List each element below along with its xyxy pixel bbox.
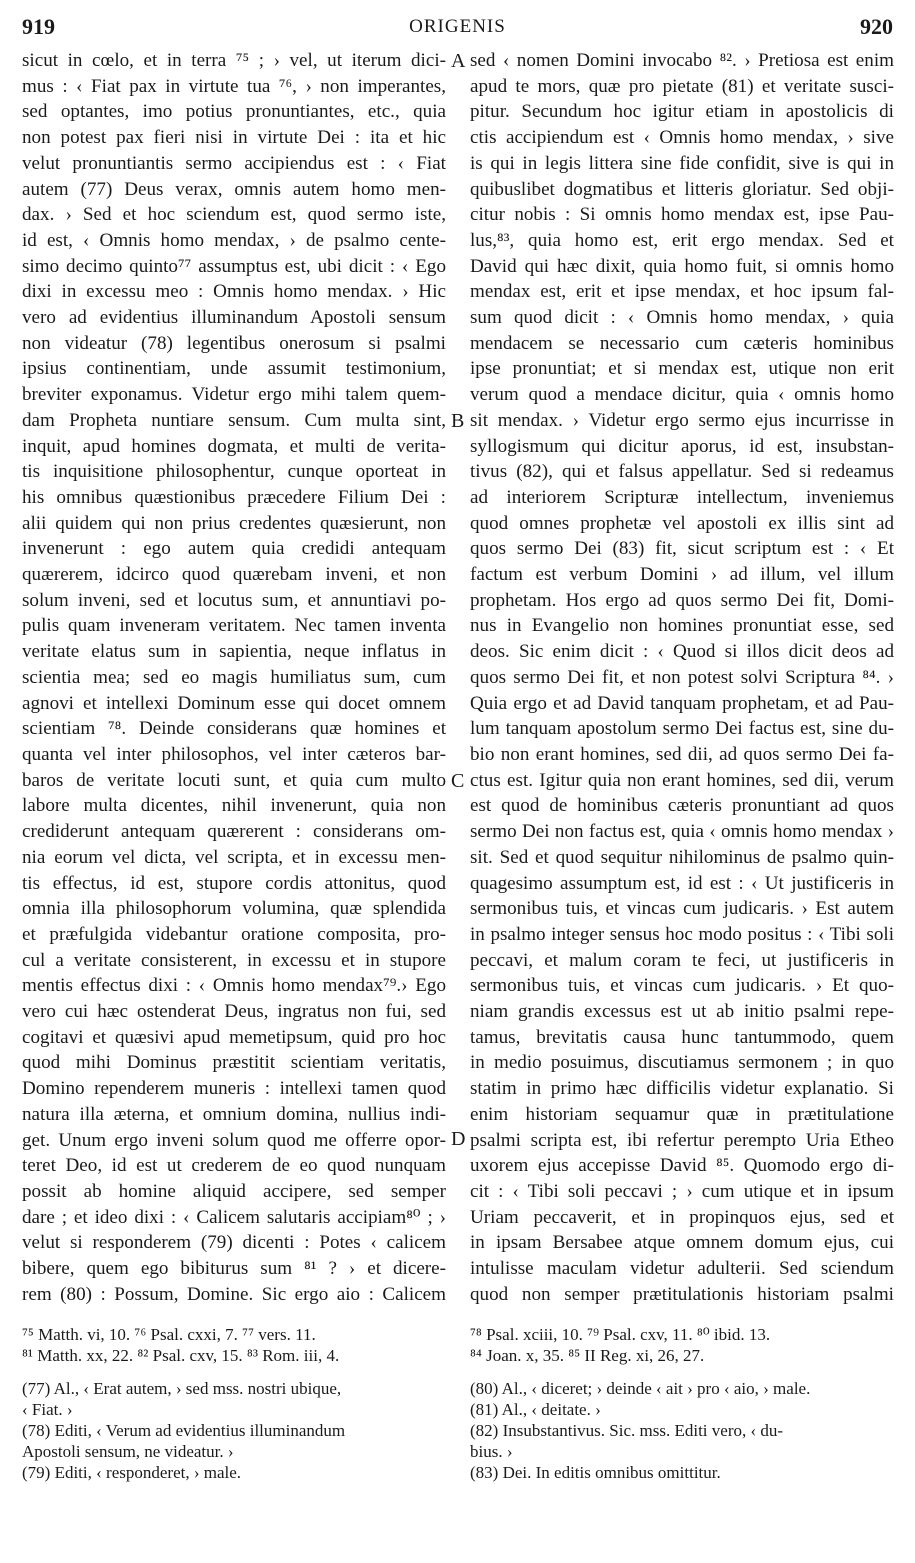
text-line: his omnibus quæstionibus præcedere Filium Dei :: [22, 486, 446, 508]
text-line: ctus est. Igitur quia non erant homines, sed dii, verum: [470, 769, 894, 791]
text-line: intulisse maculam videtur adulterii. Sed sciendum: [470, 1258, 894, 1280]
text-line: id est, ‹ Omnis homo mendax, › de psalmo cente-: [22, 229, 446, 251]
text-line: bius. ›: [470, 1442, 513, 1461]
left-text-column: [22, 48, 446, 1310]
page-header: [0, 0, 915, 46]
text-line: (82) Insubstantivus. Sic. mss. Editi vero, ‹ du-: [470, 1421, 784, 1440]
text-line: ‹ Fiat. ›: [22, 1400, 73, 1419]
text-line: tis inquisitione philosophentur, cunque oporteat in: [22, 461, 446, 483]
text-line: crediderunt antequam quærerent : considerans om-: [22, 821, 446, 843]
text-line: agnovi et intellexi Dominum esse qui docet omnem: [22, 692, 446, 714]
text-line: veritate elatus sum in sapientia, neque inflatus in: [22, 641, 446, 663]
text-line: deos. Sic enim dicit : ‹ Quod si illos dicit deos ad: [470, 641, 894, 663]
text-line: statim in primo hæc difficilis videtur explanatio. Si: [470, 1078, 894, 1100]
text-line: teret Deo, id est ut crederem de eo quod nunquam: [22, 1155, 446, 1177]
text-line: niam grandis excessus est ut ab initio psalmi repe-: [470, 1001, 894, 1023]
text-line: sed optantes, imo potius pronuntiantes, etc., quia: [22, 101, 446, 123]
text-line: pulis quam inveneram veritatem. Nec tamen inventa: [22, 615, 446, 637]
text-line: possit ab homine aliquid accipere, sed semper: [22, 1180, 446, 1202]
margin-marker-b: B: [451, 410, 465, 432]
text-line: (78) Editi, ‹ Verum ad evidentius illuminandum: [22, 1421, 346, 1440]
text-line: verum quod a mendace dicitur, quia ‹ omnis homo: [470, 384, 894, 406]
text-line: alii quidem qui non prius credentes quæsierunt, non: [22, 512, 446, 534]
text-line: labore multa dicentes, nihil invenerunt, quia non: [22, 795, 446, 817]
text-line: mendacem se necessario cum cæteris hominibus: [470, 332, 894, 354]
text-line: baros de veritate locuti sunt, et quia cum multo: [22, 769, 446, 791]
text-line: cogitavi et quæsivi apud memetipsum, quid pro hoc: [22, 1026, 446, 1048]
text-line: lus,⁸³, quia homo est, erit ergo mendax. Sed et: [470, 229, 894, 251]
text-line: (79) Editi, ‹ responderet, › male.: [22, 1463, 242, 1482]
text-line: in ipsam Bersabee atque omnem domum ejus, cui: [470, 1232, 894, 1254]
text-line: in psalmo integer sensus hoc modo positus : ‹ Tibi soli: [470, 923, 894, 945]
text-line: citur nobis : Si omnis homo mendax est, ipse Pau-: [470, 204, 894, 226]
text-line: scientia mea; sed eo magis humiliatus sum, cum: [22, 666, 446, 688]
text-line: tamus, brevitatis causa hunc tantummodo, quem: [470, 1026, 894, 1048]
text-line: ipse pronuntiat; et si mendax est, utique non erit: [470, 358, 894, 380]
text-line: quanta vel inter philosophos, vel inter cæteros bar-: [22, 743, 446, 765]
text-line: (80) Al., ‹ diceret; › deinde ‹ ait › pro ‹ aio, › male.: [470, 1379, 811, 1398]
text-line: tis effectus, id est, stupore cordis attonitus, quod: [22, 872, 446, 894]
text-line: ⁷⁸ Psal. xciii, 10. ⁷⁹ Psal. cxv, 11. ⁸⁰ ibid. 13.: [470, 1325, 771, 1344]
text-line: non potest pax fieri nisi in virtute Dei : ita et hic: [22, 127, 446, 149]
text-line: sit. Sed et quod sequitur nihilominus de psalmo quin-: [470, 846, 894, 868]
text-line: et præfulgida videbantur oratione composita, pro-: [22, 923, 446, 945]
scripture-references-right: [470, 1324, 894, 1366]
margin-marker-a: A: [451, 50, 466, 72]
text-line: cit : ‹ Tibi soli peccavi ; › cum utique et in ipsum: [470, 1180, 894, 1202]
running-title: ORIGENIS: [409, 16, 506, 37]
text-line: cul a veritate consisterent, in excessu et in stupore: [22, 949, 446, 971]
text-line: tivus (82), qui et falsus appellatur. Sed si redeamus: [470, 461, 894, 483]
text-line: sed ‹ nomen Domini invocabo ⁸². › Pretiosa est enim: [470, 50, 894, 71]
text-line: (81) Al., ‹ deitate. ›: [470, 1400, 601, 1419]
text-line: [470, 1307, 894, 1310]
text-line: peccavi, et malum coram te feci, ut justificeris in: [470, 949, 894, 971]
text-line: lum tanquam apostolum sermo Dei factus est, sine du-: [470, 718, 894, 740]
text-line: Uriam peccaverit, et in propinquos ejus, sed et: [470, 1206, 894, 1228]
text-line: in medio posuimus, discutiamus sermonem ; in quo: [470, 1052, 894, 1074]
text-line: bio non erant homines, sed dii, ad quos sermo Dei fa-: [470, 743, 894, 765]
text-line: [22, 1307, 446, 1310]
text-line: autem (77) Deus verax, omnis autem homo men-: [22, 178, 446, 200]
text-line: invenerunt : ego autem quia credidi antequam: [22, 538, 446, 560]
text-line: bibere, quem ego bibiturus sum ⁸¹ ? › et dicere-: [22, 1258, 446, 1280]
text-line: natura illa æterna, et omnium domina, nullius indi-: [22, 1103, 446, 1125]
text-line: quod omnes prophetæ vel apostoli ex illis sint ad: [470, 512, 894, 534]
text-line: omnia illa philosophorum volumina, quæ splendida: [22, 898, 446, 920]
text-line: uxorem ejus accepisse David ⁸⁵. Quomodo ergo di-: [470, 1155, 894, 1177]
text-line: sermonibus tuis, et vincas cum judicaris. › Et quo-: [470, 975, 894, 997]
text-line: velut pronuntiantis sermo accipiendus est : ‹ Fiat: [22, 152, 446, 174]
text-line: Apostoli sensum, ne videatur. ›: [22, 1442, 234, 1461]
text-line: psalmi scripta est, ibi refertur perempto Uria Etheo: [470, 1129, 894, 1151]
text-line: pitur. Secundum hoc igitur etiam in apostolicis di: [470, 101, 894, 123]
text-line: non videatur (78) legentibus onerosum si psalmi: [22, 332, 446, 354]
text-line: breviter exponamus. Videtur ergo mihi talem quem-: [22, 384, 446, 406]
right-text-column: [470, 48, 894, 1310]
text-line: mus : ‹ Fiat pax in virtute tua ⁷⁶, › non imperantes,: [22, 75, 446, 97]
margin-marker-c: C: [451, 770, 465, 792]
text-line: quod mihi Dominus præstitit scientiam veritatis,: [22, 1052, 446, 1074]
text-line: ⁷⁵ Matth. vi, 10. ⁷⁶ Psal. cxxi, 7. ⁷⁷ vers. 11.: [22, 1325, 316, 1344]
text-line: Quia ergo et ad David tanquam prophetam, et ad Pau-: [470, 692, 894, 714]
text-line: quagesimo assumptum est, id est : ‹ Ut justificeris in: [470, 872, 894, 894]
text-line: sermo Dei non factus est, quia ‹ omnis homo mendax ›: [470, 821, 894, 843]
text-line: dam Propheta nuntiare sensum. Cum multa sint,: [22, 409, 446, 431]
text-line: ⁸⁴ Joan. x, 35. ⁸⁵ II Reg. xi, 26, 27.: [470, 1346, 705, 1365]
text-line: rem (80) : Possum, Domine. Sic ergo aio : Calicem: [22, 1283, 446, 1305]
editorial-notes-left: [22, 1378, 446, 1483]
text-line: dare ; et ideo dixi : ‹ Calicem salutaris accipiam⁸⁰ ; ›: [22, 1206, 446, 1228]
text-line: dax. › Sed et hoc sciendum est, quod sermo iste,: [22, 204, 446, 226]
text-line: prophetam. Hos ergo ad quos sermo Dei fit, Domi-: [470, 589, 894, 611]
text-line: (77) Al., ‹ Erat autem, › sed mss. nostri ubique,: [22, 1379, 342, 1398]
text-line: velut si responderem (79) dicenti : Potes ‹ calicem: [22, 1232, 446, 1254]
text-line: vero ad evidentius illuminandum Apostoli sensum: [22, 307, 446, 329]
text-line: quos sermo Dei fit, et non potest solvi Scriptura ⁸⁴. ›: [470, 666, 894, 688]
text-line: Domino rependerem muneris : intellexi tamen quod: [22, 1078, 446, 1100]
text-line: quos sermo Dei (83) fit, sicut scriptum est : ‹ Et: [470, 538, 894, 560]
editorial-notes-right: [470, 1378, 894, 1483]
text-line: est quod de hominibus cæteris pronuntiant ad quos: [470, 795, 894, 817]
text-line: apud te mors, quæ pro pietate (81) et veritate susci-: [470, 75, 894, 97]
text-line: vero cui hæc ostenderat Deus, ingratus non fui, sed: [22, 1001, 446, 1023]
page-number-left: 919: [22, 14, 55, 39]
text-line: sit mendax. › Videtur ergo sermo ejus incurrisse in: [470, 409, 894, 431]
page-number-right: 920: [860, 14, 893, 39]
text-line: mendax est, erit et ipse mendax, et hoc ipsum fal-: [470, 281, 894, 303]
text-line: syllogismum qui dicitur aporus, id est, insubstan-: [470, 435, 894, 457]
text-line: inquit, apud homines dogmata, et multi de verita-: [22, 435, 446, 457]
text-line: sicut in cœlo, et in terra ⁷⁵ ; › vel, ut iterum dici-: [22, 50, 446, 71]
text-line: ipsius continentiam, unde assumit testimonium,: [22, 358, 446, 380]
text-line: David qui hæc dixit, quia homo fuit, si omnis homo: [470, 255, 894, 277]
text-line: get. Unum ergo inveni solum quod me offerre opor-: [22, 1129, 446, 1151]
text-line: nia eorum vel dicta, vel scripta, et in excessu men-: [22, 846, 446, 868]
text-line: dixi in excessu meo : Omnis homo mendax. › Hic: [22, 281, 446, 303]
text-line: factum est verbum Domini › ad illum, vel illum: [470, 564, 894, 586]
text-line: (83) Dei. In editis omnibus omittitur.: [470, 1463, 721, 1482]
text-line: sermonibus tuis, et vincas cum judicaris. › Est autem: [470, 898, 894, 920]
text-line: ad interiorem Scripturæ intellectum, inveniemus: [470, 486, 894, 508]
text-line: solum inveni, sed et locutus sum, et annuntiavi po-: [22, 589, 446, 611]
text-line: quærerem, idcirco quod quærebam inveni, et non: [22, 564, 446, 586]
scripture-references-left: [22, 1324, 446, 1366]
text-line: scientiam ⁷⁸. Deinde considerans quæ homines et: [22, 718, 446, 740]
text-line: ⁸¹ Matth. xx, 22. ⁸² Psal. cxv, 15. ⁸³ Rom. iii, 4.: [22, 1346, 340, 1365]
text-line: simo decimo quinto⁷⁷ assumptus est, ubi dicit : ‹ Ego: [22, 255, 446, 277]
text-line: nus in Evangelio non homines pronuntiat esse, sed: [470, 615, 894, 637]
text-line: enim historiam sequamur quæ in prætitulatione: [470, 1103, 894, 1125]
text-line: ctis accipiendum est ‹ Omnis homo mendax, › sive: [470, 127, 894, 149]
text-line: sum quod dicit : ‹ Omnis homo mendax, › quia: [470, 307, 894, 329]
margin-marker-d: D: [451, 1128, 466, 1150]
text-line: quibuslibet dogmatibus et litteris gloriatur. Sed obji-: [470, 178, 894, 200]
text-line: is qui in legis littera sine fide confidit, sive is qui in: [470, 152, 894, 174]
text-line: mentis effectus dixi : ‹ Omnis homo mendax⁷⁹.› Ego: [22, 975, 446, 997]
text-line: quod non semper prætitulationis historiam psalmi: [470, 1283, 894, 1305]
